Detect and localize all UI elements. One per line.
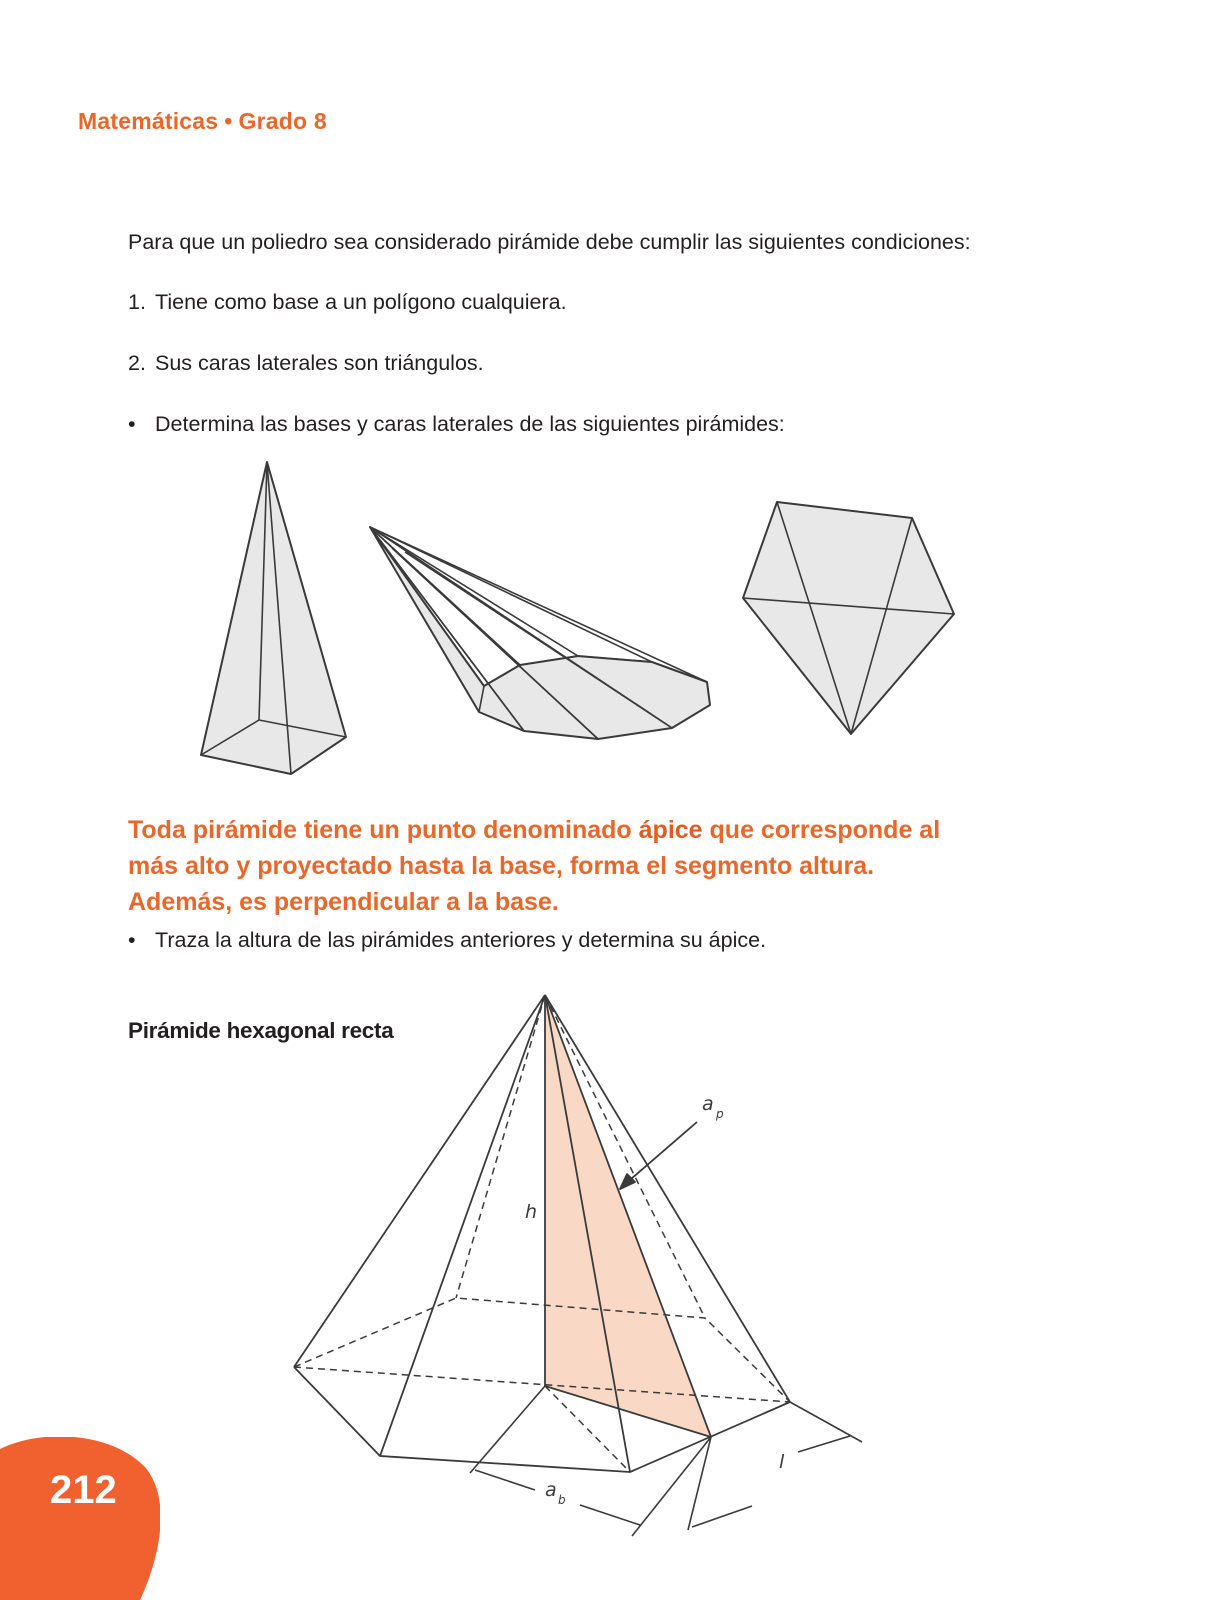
task-text: Traza la altura de las pirámides anteriores y determina su ápice. [155, 928, 767, 952]
height-label: h [525, 1201, 538, 1223]
apothem-pyramid-subscript: p [716, 1107, 724, 1121]
page-number: 212 [50, 1468, 117, 1512]
section-title: Pirámide hexagonal recta [128, 1018, 394, 1043]
task-text: Determina las bases y caras laterales de las siguientes pirámides: [155, 412, 785, 436]
side-label: l [779, 1451, 785, 1473]
apothem-base-label: a [545, 1479, 557, 1501]
apothem-base-subscript: b [558, 1493, 566, 1507]
definition-keyword: ápice [638, 816, 703, 844]
side-dimension [688, 1402, 862, 1530]
condition-number: 1. [128, 290, 146, 314]
definition-text-1: Toda pirámide tiene un punto denominado [128, 816, 639, 844]
page-badge [0, 1437, 160, 1600]
hidden-edges [294, 995, 790, 1472]
bullet: • [128, 412, 136, 436]
condition-text: Tiene como base a un polígono cualquiera. [155, 290, 567, 314]
grade-label: Grado 8 [238, 108, 327, 134]
apothem-pyramid-label: a [702, 1093, 714, 1115]
bullet: • [128, 928, 136, 952]
condition-number: 2. [128, 351, 146, 375]
subject-label: Matemáticas [78, 108, 219, 134]
condition-text: Sus caras laterales son triángulos. [155, 351, 484, 375]
header-separator: • [224, 108, 233, 134]
visible-edges [294, 995, 790, 1472]
intro-paragraph: Para que un poliedro sea considerado pirámide debe cumplir las siguientes condiciones: [128, 230, 971, 254]
definition-text-2: que corresponde al más alto y proyectado hasta la base, forma el segmento altura. Además, es perpendicular a la base. [128, 816, 941, 916]
apothem-arrow [620, 1122, 697, 1189]
